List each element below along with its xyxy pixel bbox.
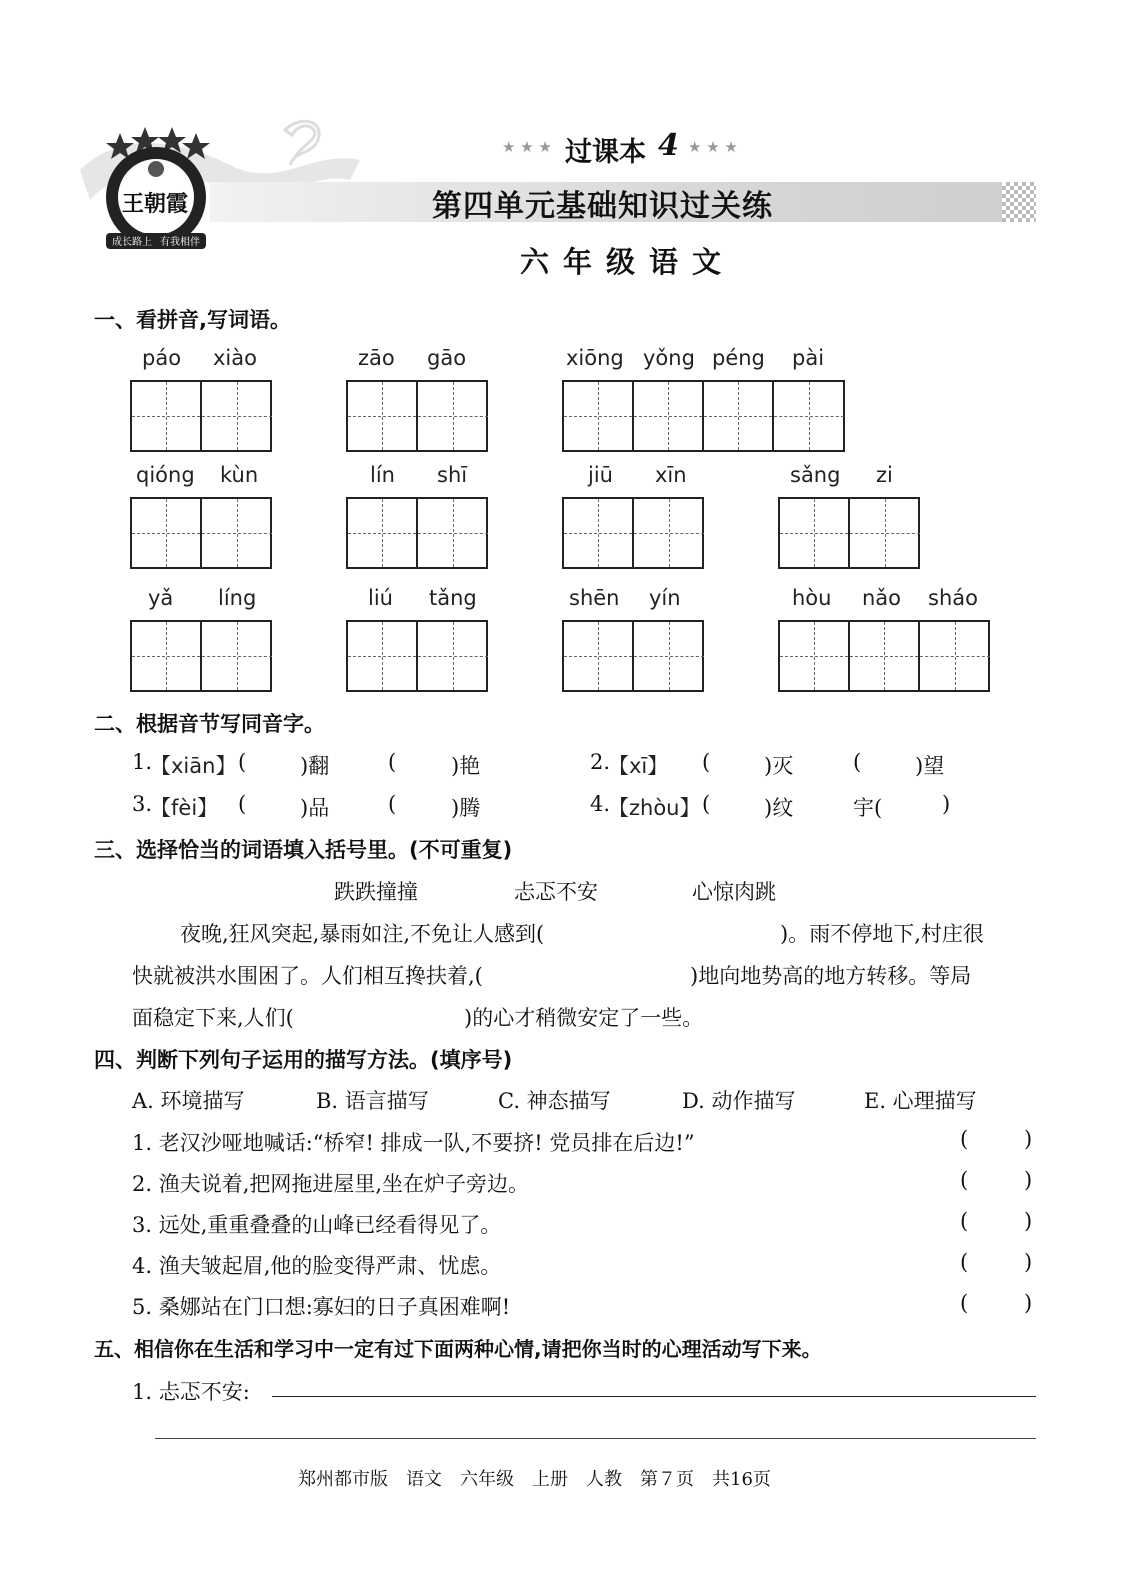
fill-word[interactable]: 宇( (853, 796, 883, 820)
answer-bracket-close: ) (1024, 1209, 1033, 1233)
pinyin: kùn (220, 463, 259, 487)
syllable: 【fèi】 (150, 796, 219, 820)
word-option: 跌跌撞撞 (334, 880, 418, 904)
choice-option: E. 心理描写 (864, 1089, 977, 1113)
pinyin: shēn (569, 586, 620, 610)
pinyin: tǎng (429, 586, 477, 610)
pinyin: gāo (427, 346, 467, 370)
word-option: 心惊肉跳 (692, 880, 776, 904)
pinyin: lín (370, 463, 395, 487)
item-number: 3. (132, 792, 153, 816)
pinyin: hòu (792, 586, 832, 610)
pinyin: qióng (136, 463, 195, 487)
series-title: 过课本 (565, 137, 646, 168)
pinyin: péng (712, 346, 765, 370)
passage-text: )的心才稍微安定了一些。 (464, 1006, 704, 1030)
fill-word[interactable]: )纹 (764, 796, 794, 820)
paren: ( (702, 750, 711, 774)
answer-bracket-close: ) (1024, 1168, 1033, 1192)
choice-option: D. 动作描写 (682, 1089, 796, 1113)
footer-text: 郑州都市版 语文 六年级 上册 人教 第７页 共16页 (298, 1469, 771, 1490)
subtitle: 六年级语文 (520, 245, 736, 279)
judge-item: 3. 远处,重重叠叠的山峰已经看得见了。 (132, 1213, 502, 1237)
pinyin: liú (368, 586, 393, 610)
stars-left: ★ ★ ★ (502, 138, 552, 156)
writing-prompt: 1. 忐忑不安: (132, 1380, 250, 1404)
logo-slogan-left: 成长路上 (112, 237, 152, 248)
judge-item: 1. 老汉沙哑地喊话:“桥窄! 排成一队,不要挤! 党员排在后边!” (132, 1131, 695, 1155)
writing-grid[interactable] (778, 620, 990, 692)
pinyin: zi (876, 463, 893, 487)
section5-title: 五、相信你在生活和学习中一定有过下面两种心情,请把你当时的心理活动写下来。 (94, 1337, 822, 1361)
writing-grid[interactable] (346, 497, 488, 569)
pinyin: shī (437, 463, 468, 487)
fill-word[interactable]: )翻 (300, 754, 330, 778)
logo-name: 王朝霞 (122, 191, 189, 217)
fill-word[interactable]: )艳 (451, 754, 481, 778)
paren: ( (388, 750, 397, 774)
paren: ) (942, 792, 951, 816)
pinyin: xiào (213, 346, 257, 370)
pinyin: yǎ (148, 586, 174, 610)
writing-grid[interactable] (562, 620, 704, 692)
fill-word[interactable]: )品 (300, 796, 330, 820)
banner-checker (1002, 182, 1036, 222)
passage-text: 面稳定下来,人们( (132, 1006, 294, 1030)
judge-item: 2. 渔夫说着,把网拖进屋里,坐在炉子旁边。 (132, 1172, 530, 1196)
footer-divider (155, 1438, 1036, 1439)
pinyin: jiū (588, 463, 613, 487)
answer-bracket-open[interactable]: ( (960, 1127, 969, 1151)
brand-logo (96, 125, 216, 255)
answer-bracket-close: ) (1024, 1291, 1033, 1315)
stars-right: ★ ★ ★ (688, 138, 738, 156)
writing-grid[interactable] (130, 620, 272, 692)
fill-word[interactable]: )灭 (764, 754, 794, 778)
pinyin: pài (792, 346, 825, 370)
pinyin: sǎng (790, 463, 841, 487)
section4-title: 四、判断下列句子运用的描写方法。(填序号) (94, 1048, 513, 1072)
choice-option: A. 环境描写 (132, 1089, 245, 1113)
answer-bracket-open[interactable]: ( (960, 1250, 969, 1274)
answer-line[interactable] (272, 1396, 1036, 1397)
writing-grid[interactable] (346, 380, 488, 452)
section1-title: 一、看拼音,写词语。 (94, 308, 291, 332)
writing-grid[interactable] (562, 497, 704, 569)
item-number: 2. (590, 750, 611, 774)
section3-title: 三、选择恰当的词语填入括号里。(不可重复) (94, 838, 513, 862)
pinyin: yǒng (643, 346, 695, 370)
answer-bracket-open[interactable]: ( (960, 1291, 969, 1315)
series-number: 4 (658, 128, 679, 163)
answer-bracket-open[interactable]: ( (960, 1209, 969, 1233)
pinyin: nǎo (862, 586, 902, 610)
pinyin: sháo (928, 586, 978, 610)
paren: ( (388, 792, 397, 816)
passage-text: )。雨不停地下,村庄很 (780, 922, 984, 946)
writing-grid[interactable] (130, 380, 272, 452)
choice-option: C. 神态描写 (498, 1089, 611, 1113)
passage-text: 夜晚,狂风突起,暴雨如注,不免让人感到( (180, 922, 545, 946)
paren: ( (853, 750, 862, 774)
pinyin: yín (649, 586, 681, 610)
section2-title: 二、根据音节写同音字。 (94, 712, 325, 736)
syllable: 【xiān】 (150, 754, 237, 778)
item-number: 1. (132, 750, 153, 774)
passage-text: )地向地势高的地方转移。等局 (690, 964, 972, 988)
answer-bracket-open[interactable]: ( (960, 1168, 969, 1192)
choice-option: B. 语言描写 (316, 1089, 429, 1113)
judge-item: 4. 渔夫皱起眉,他的脸变得严肃、忧虑。 (132, 1254, 502, 1278)
pinyin: xīn (655, 463, 687, 487)
syllable: 【xī】 (608, 754, 669, 778)
paren: ( (238, 750, 247, 774)
logo-slogan-right: 有我相伴 (160, 237, 200, 248)
passage-text: 快就被洪水围困了。人们相互搀扶着,( (132, 964, 483, 988)
pinyin: líng (218, 586, 257, 610)
pinyin: zāo (358, 346, 395, 370)
word-option: 忐忑不安 (514, 880, 598, 904)
judge-item: 5. 桑娜站在门口想:寡妇的日子真困难啊! (132, 1295, 511, 1319)
writing-grid[interactable] (562, 380, 845, 452)
writing-grid[interactable] (346, 620, 488, 692)
fill-word[interactable]: )望 (915, 754, 945, 778)
paren: ( (702, 792, 711, 816)
item-number: 4. (590, 792, 611, 816)
main-title: 第四单元基础知识过关练 (432, 189, 773, 224)
answer-bracket-close: ) (1024, 1250, 1033, 1274)
pinyin: páo (142, 346, 182, 370)
paren: ( (238, 792, 247, 816)
writing-grid[interactable] (130, 497, 272, 569)
syllable: 【zhòu】 (608, 796, 701, 820)
writing-grid[interactable] (778, 497, 920, 569)
fill-word[interactable]: )腾 (451, 796, 481, 820)
pinyin: xiōng (566, 346, 624, 370)
answer-bracket-close: ) (1024, 1127, 1033, 1151)
